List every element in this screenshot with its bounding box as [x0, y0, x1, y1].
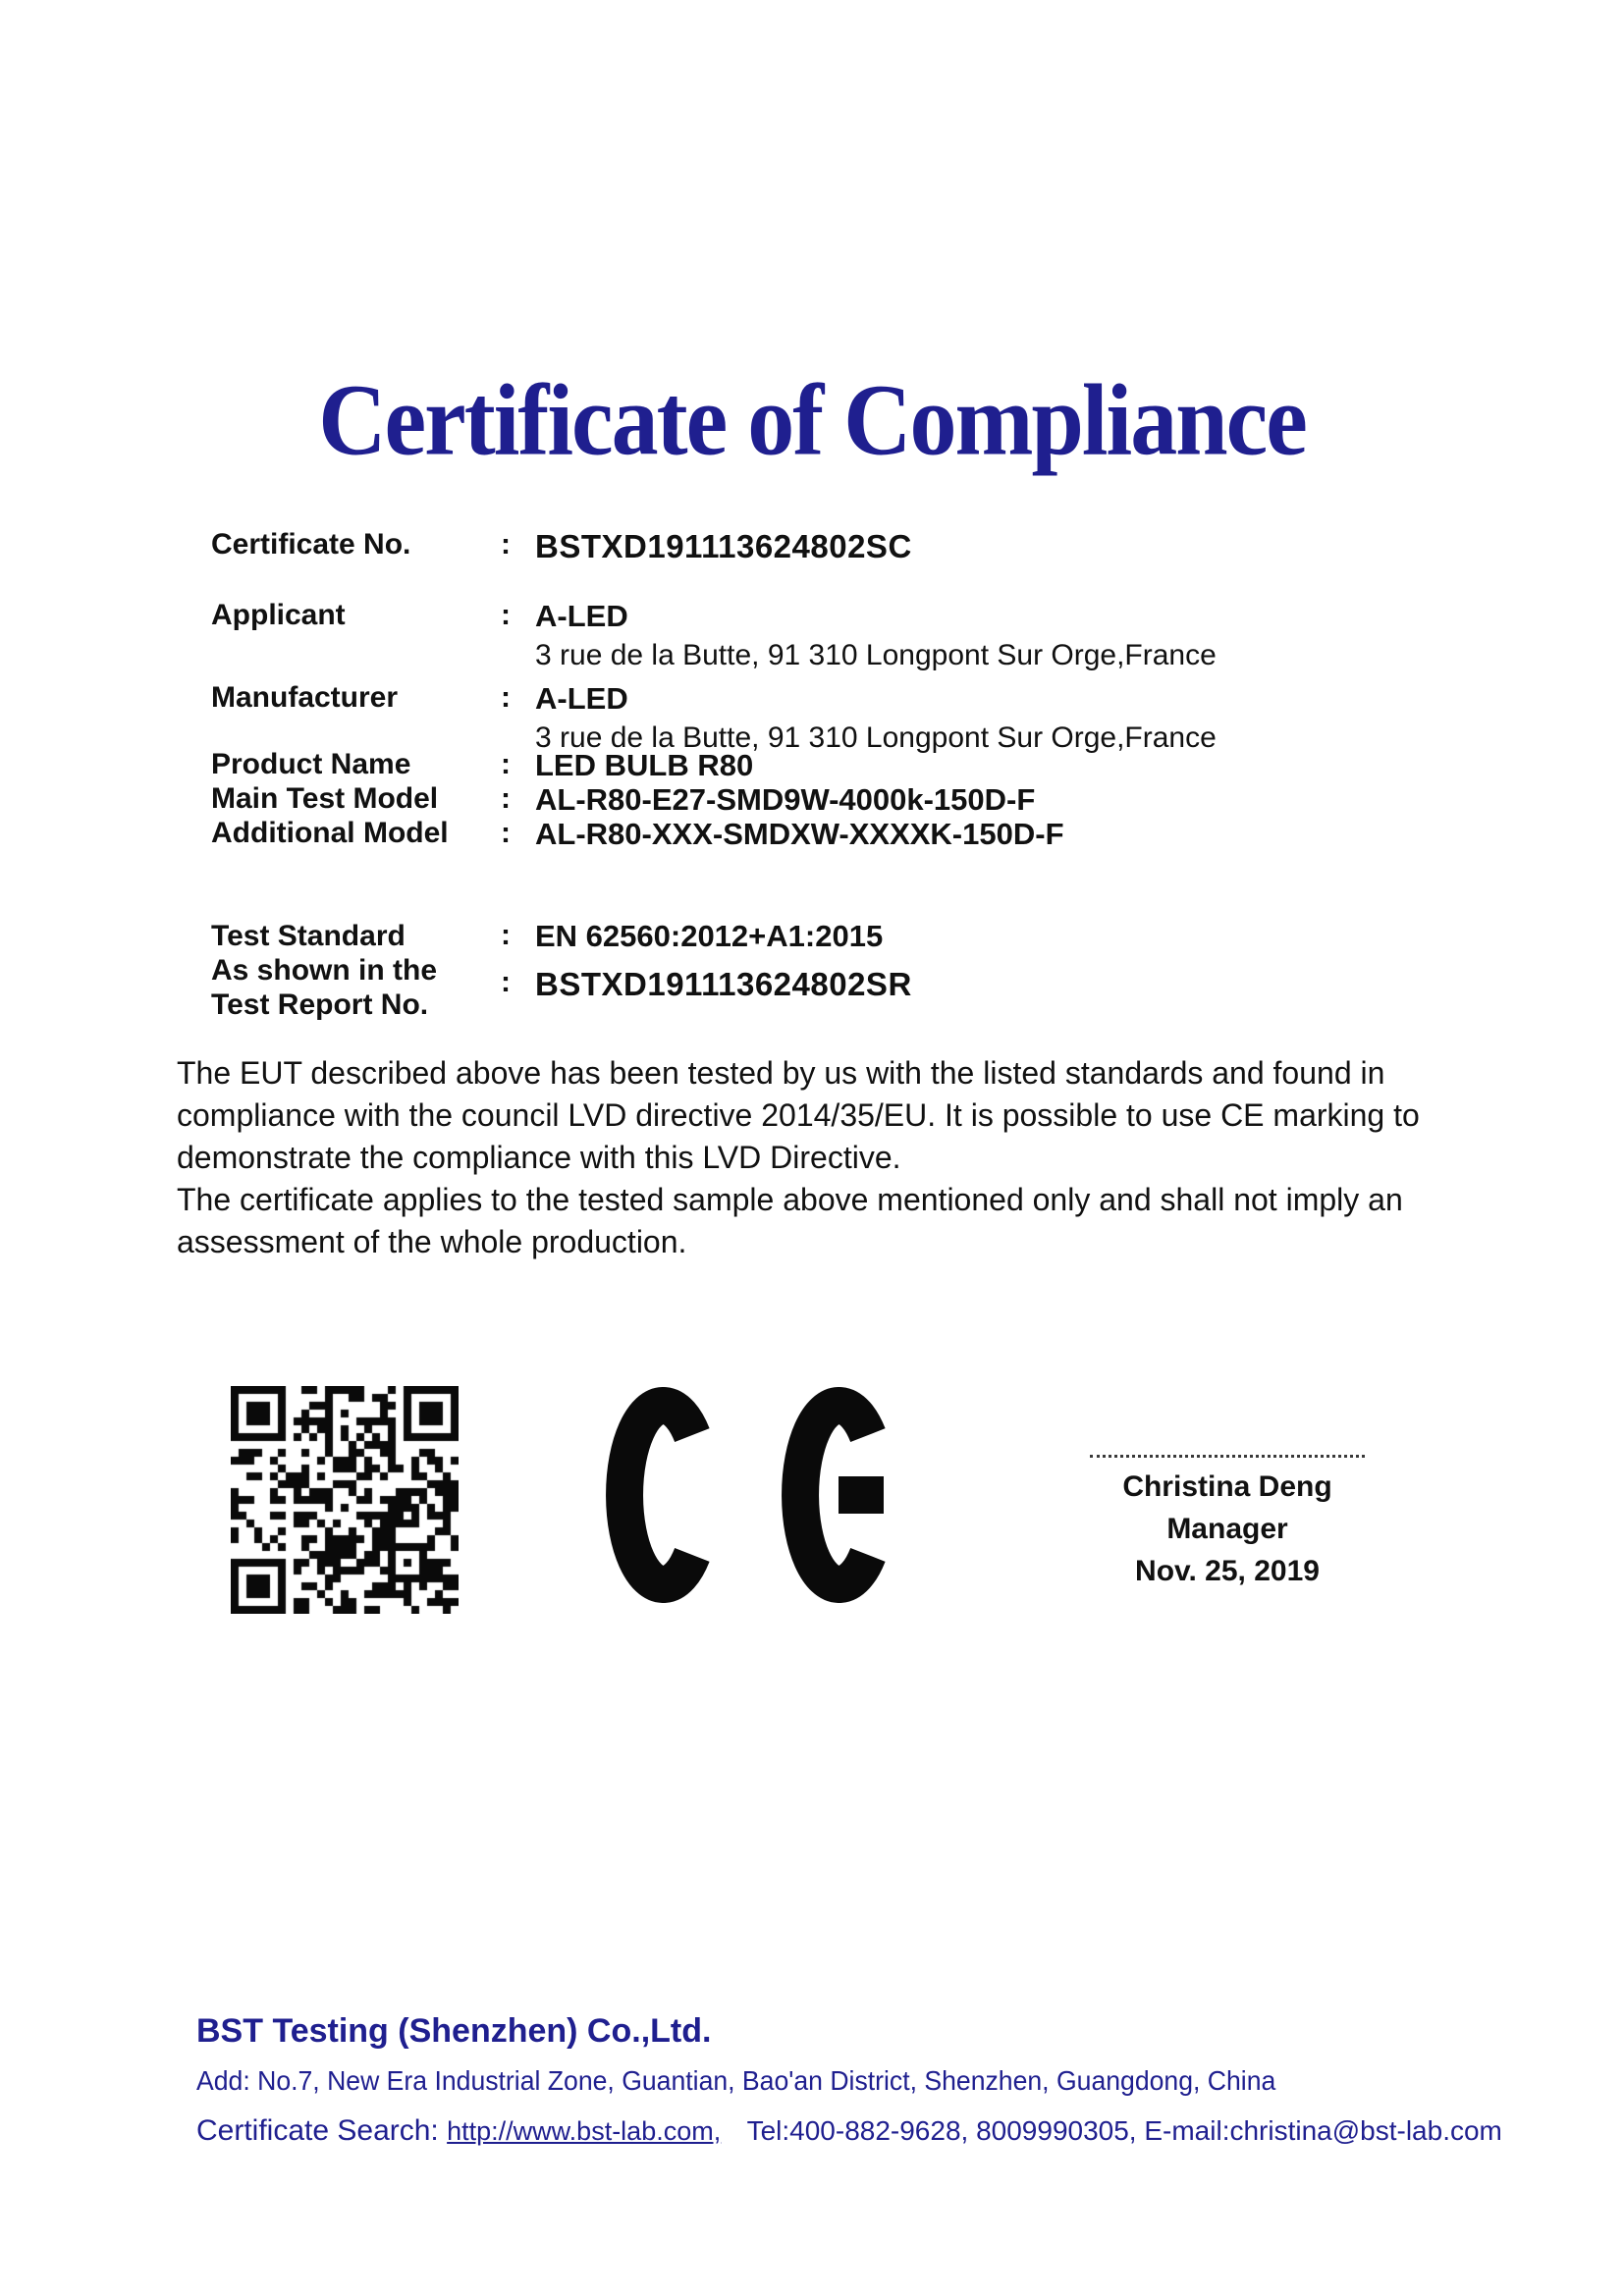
signatory-name: Christina Deng [1122, 1470, 1332, 1503]
ce-mark-icon [606, 1387, 896, 1603]
declaration-paragraph-2: The certificate applies to the tested sample above mentioned only and shall not imply an assessment of the whole production. [177, 1182, 1403, 1259]
applicant-address: 3 rue de la Butte, 91 310 Longpont Sur Orge,France [535, 639, 1217, 671]
certificate-search-url[interactable]: http://www.bst-lab.com, [447, 2116, 722, 2146]
product-name: LED BULB R80 [535, 748, 754, 782]
footer-company-name: BST Testing (Shenzhen) Co.,Ltd. [196, 2012, 712, 2050]
field-label: Additional Model [211, 817, 449, 849]
test-standard-value: EN 62560:2012+A1:2015 [535, 919, 884, 953]
declaration-text [177, 1052, 1458, 1263]
field-colon: : [501, 966, 511, 998]
certificate-search-label: Certificate Search: [196, 2114, 439, 2147]
field-label: Manufacturer [211, 681, 399, 714]
field-colon: : [501, 817, 511, 849]
signature-block [1070, 1455, 1384, 1592]
footer-contact: Tel:400-882-9628, 8009990305, E-mail:christina@bst-lab.com [746, 2115, 1502, 2146]
qr-code [231, 1386, 459, 1614]
footer-search-line [196, 2114, 1502, 2148]
page-title: Certificate of Compliance [318, 362, 1306, 477]
field-colon: : [501, 681, 511, 714]
signatory-title: Manager [1166, 1513, 1288, 1545]
field-row-main-test-model [211, 782, 1448, 818]
field-row-applicant [211, 599, 1448, 672]
field-colon: : [501, 782, 511, 815]
footer-address: Add: No.7, New Era Industrial Zone, Guantian, Bao'an District, Shenzhen, Guangdong, China [196, 2065, 1276, 2096]
manufacturer-name: A-LED [535, 681, 628, 716]
test-standard-row [501, 919, 1384, 954]
field-colon: : [501, 528, 511, 561]
field-row-product-name [211, 748, 1448, 783]
test-standard-label: Test Standard [211, 920, 406, 952]
field-row-certificate-no [211, 528, 1448, 565]
as-shown-label: As shown in the [211, 954, 438, 987]
certificate-number: BSTXD191113624802SC [535, 528, 912, 564]
declaration-paragraph-1: The EUT described above has been tested by us with the listed standards and found in compliance with the council LVD directive 2014/35/EU. It is possible to use CE marking to demonstrate the compliance with this LVD Directive. [177, 1055, 1420, 1175]
field-label: Applicant [211, 599, 346, 631]
field-row-manufacturer [211, 681, 1448, 755]
field-row-additional-model [211, 817, 1448, 852]
field-label: Certificate No. [211, 528, 411, 561]
test-report-label: Test Report No. [211, 988, 429, 1021]
signature-date: Nov. 25, 2019 [1135, 1555, 1320, 1587]
field-colon: : [501, 919, 511, 951]
test-report-number: BSTXD191113624802SR [535, 966, 912, 1002]
main-test-model: AL-R80-E27-SMD9W-4000k-150D-F [535, 782, 1036, 817]
signature-dotted-line [1090, 1455, 1365, 1458]
test-standard-label-stack [211, 919, 501, 1022]
field-label: Product Name [211, 748, 411, 780]
field-label: Main Test Model [211, 782, 439, 815]
applicant-name: A-LED [535, 599, 628, 633]
field-colon: : [501, 599, 511, 631]
field-colon: : [501, 748, 511, 780]
additional-model: AL-R80-XXX-SMDXW-XXXXK-150D-F [535, 817, 1064, 851]
manufacturer-address: 3 rue de la Butte, 91 310 Longpont Sur Orge,France [535, 721, 1217, 754]
test-report-row [501, 966, 1384, 1003]
